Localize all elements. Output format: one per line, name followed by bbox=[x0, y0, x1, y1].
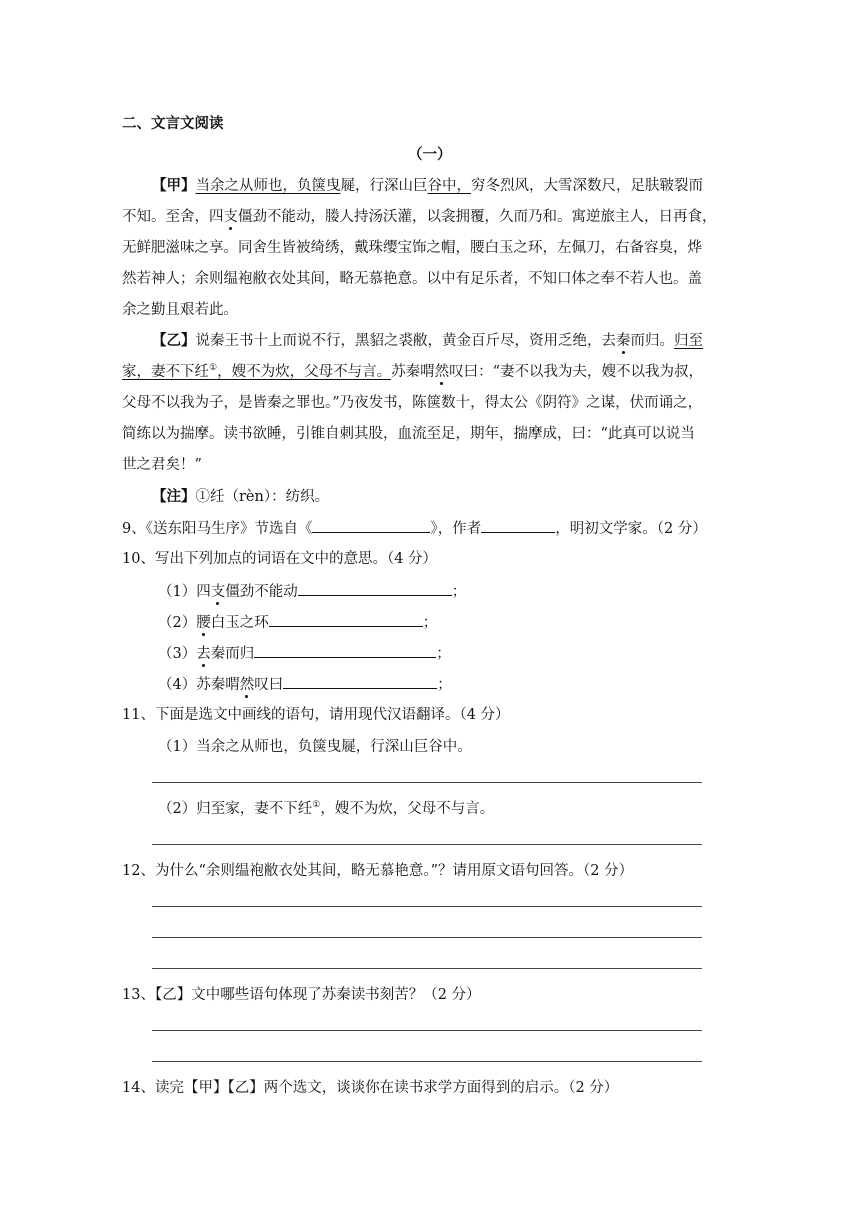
footnote-mark: ① bbox=[312, 800, 321, 811]
question-13: 13、【乙】文中哪些语句体现了苏秦读书刻苦？（2 分） bbox=[122, 987, 481, 1003]
answer-blank-author[interactable] bbox=[481, 518, 555, 533]
q10-item-4 bbox=[158, 674, 452, 695]
yi-text: 叹曰：“妻不以我为夫，嫂不以我为叔， bbox=[449, 364, 703, 380]
jia-tag: 【甲】 bbox=[152, 177, 196, 194]
answer-line[interactable] bbox=[152, 968, 702, 969]
jia-underlined-1: 当余之从师也，负箧曳 bbox=[195, 178, 341, 194]
answer-line[interactable] bbox=[152, 844, 702, 845]
passage-yi-line-2 bbox=[122, 362, 703, 382]
yi-tag: 【乙】 bbox=[152, 332, 196, 349]
yi-text: 家，妻不下纴 bbox=[122, 364, 209, 380]
note-tag: 【注】 bbox=[152, 488, 196, 505]
answer-line[interactable] bbox=[152, 906, 702, 907]
q10-text: （2） bbox=[158, 615, 197, 631]
q9-text: 》，作者 bbox=[430, 521, 482, 537]
q9-text: ，明初文学家。（2 分） bbox=[555, 521, 707, 537]
question-12: 12、为什么“余则缊袍敝衣处其间，略无慕艳意。”？请用原文语句回答。（2 分） bbox=[122, 863, 634, 879]
passage-jia-line-4: 然若神人；余则缊袍敝衣处其间，略无慕艳意。以中有足乐者，不知口体之奉不若人也。盖 bbox=[122, 271, 702, 287]
answer-blank[interactable] bbox=[283, 674, 437, 689]
footnote bbox=[152, 487, 329, 507]
passage-yi-line-4: 简练以为揣摩。读书欲睡，引锥自刺其股，血流至足，期年，揣摩成，曰：“此真可以说当 bbox=[122, 426, 695, 442]
jia-text: 屣，行深山巨 bbox=[340, 178, 428, 194]
q10-text: 白玉之环 bbox=[210, 615, 269, 631]
passage-yi-line-5: 世之君矣！” bbox=[122, 457, 202, 473]
answer-line[interactable] bbox=[152, 937, 702, 938]
jia-text: 僵劲不能动，媵人持汤沃灌，以衾拥覆，久而乃和。寓逆旅主人，日再食， bbox=[238, 209, 717, 225]
question-10: 10、写出下列加点的词语在文中的意思。（4 分） bbox=[122, 551, 438, 567]
footnote-mark: ① bbox=[209, 363, 218, 374]
dotted-word: 腰 bbox=[196, 615, 211, 631]
q10-text: （3） bbox=[158, 646, 197, 662]
dotted-word: 支 bbox=[210, 584, 226, 600]
q10-text: 叹曰 bbox=[254, 677, 284, 693]
answer-line[interactable] bbox=[152, 1030, 702, 1031]
q11-text: （2）归至家，妻不下纴 bbox=[158, 801, 313, 817]
passage-jia-line-1 bbox=[152, 176, 703, 196]
question-9 bbox=[122, 518, 707, 539]
dotted-word: 然 bbox=[434, 364, 450, 380]
dotted-word: 支 bbox=[223, 209, 238, 225]
yi-text: 苏秦喟 bbox=[391, 364, 435, 380]
jia-text: 不知。至舍，四 bbox=[122, 209, 224, 225]
q10-text: ； bbox=[437, 677, 452, 693]
yi-underlined-2 bbox=[122, 364, 391, 380]
q9-text: 9、《送东阳马生序》节选自《 bbox=[122, 521, 313, 537]
answer-blank[interactable] bbox=[269, 612, 423, 627]
q10-item-1 bbox=[158, 581, 466, 602]
q10-text: 秦而归 bbox=[210, 646, 255, 662]
section-title: 二、文言文阅读 bbox=[122, 115, 224, 132]
q10-text: ； bbox=[422, 615, 438, 631]
passage-yi-line-1 bbox=[152, 331, 703, 351]
q11-sentence-1: （1）当余之从师也，负箧曳屣，行深山巨谷中。 bbox=[158, 739, 472, 755]
answer-blank-book[interactable] bbox=[312, 518, 430, 533]
passage-jia-line-5: 余之勤且艰若此。 bbox=[122, 302, 238, 318]
q10-item-2 bbox=[158, 612, 437, 633]
yi-text: 而归。 bbox=[630, 333, 674, 349]
answer-line[interactable] bbox=[152, 782, 702, 783]
answer-blank[interactable] bbox=[254, 643, 436, 658]
note-text: ①纴（rèn）：纺织。 bbox=[195, 489, 330, 505]
passage-jia-line-2 bbox=[122, 207, 717, 227]
q11-sentence-2 bbox=[158, 799, 494, 819]
dotted-word: 然 bbox=[239, 677, 255, 693]
passage-jia-line-3: 无鲜肥滋味之享。同舍生皆被绮绣，戴珠缨宝饰之帽，腰白玉之环，左佩刀，右备容臭，烨 bbox=[122, 240, 702, 256]
yi-underlined-1: 归至 bbox=[674, 333, 703, 349]
answer-line[interactable] bbox=[152, 1061, 702, 1062]
yi-text: ，嫂不为炊，父母不与言。 bbox=[217, 364, 392, 380]
q10-text: （1）四 bbox=[158, 584, 211, 600]
question-14: 14、读完【甲】【乙】两个选文，谈谈你在读书求学方面得到的启示。（2 分） bbox=[122, 1080, 619, 1096]
yi-text: 说秦王书十上而说不行，黑貂之裘敝，黄金百斤尽，资用乏绝，去 bbox=[195, 333, 616, 349]
answer-blank[interactable] bbox=[298, 581, 452, 596]
dotted-word: 秦 bbox=[616, 333, 631, 349]
passage-number: （一） bbox=[408, 146, 452, 163]
q10-text: 僵劲不能动 bbox=[225, 584, 298, 600]
passage-yi-line-3: 父母不以我为子，是皆秦之罪也。”乃夜发书，陈箧数十，得太公《阴符》之谋，伏而诵之， bbox=[122, 395, 703, 411]
q10-text: ； bbox=[436, 646, 451, 662]
q10-text: ； bbox=[451, 584, 467, 600]
jia-text: 穷冬烈风，大雪深数尺，足肤皲裂而 bbox=[471, 178, 703, 194]
question-11: 11、下面是选文中画线的语句，请用现代汉语翻译。（4 分） bbox=[122, 707, 510, 723]
q10-text: （4）苏秦喟 bbox=[158, 677, 240, 693]
q10-item-3 bbox=[158, 643, 451, 664]
dotted-word: 去 bbox=[196, 646, 211, 662]
jia-underlined-2: 谷中， bbox=[427, 178, 471, 194]
q11-text: ，嫂不为炊，父母不与言。 bbox=[320, 801, 495, 817]
